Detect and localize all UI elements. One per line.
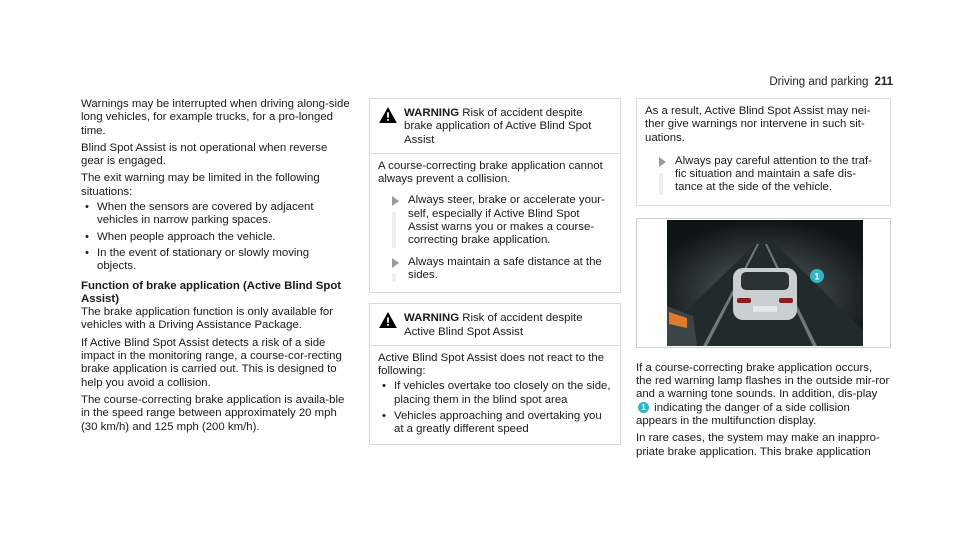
warning-triangle-icon (379, 312, 397, 328)
warning-box (369, 303, 621, 444)
instruction-step (378, 194, 612, 247)
warning-header (370, 304, 620, 346)
paragraph: A course-correcting brake application cannot always prevent a collision. (378, 159, 603, 186)
paragraph: Active Blind Spot Assist does not react to the following: (378, 351, 605, 378)
step-text: Always pay careful attention to the traf-fic situation and maintain a safe dis-tance at the side of the vehicle. (675, 154, 872, 194)
paragraph-text: If a course-correcting brake application occurs, the red warning lamp flashes in the outside mir-ror and a warning tone sounds. In addition, dis-play (636, 361, 890, 401)
column-left (81, 98, 351, 438)
warning-body (370, 346, 620, 444)
warning-label: WARNING (404, 107, 460, 119)
paragraph (636, 362, 891, 428)
display-marker-1: 1 (638, 402, 649, 413)
arrow-icon (392, 196, 399, 206)
list-item: • In the event of stationary or slowly moving objects. (81, 247, 351, 274)
warning-title: Risk of accident despite brake application of Active Blind Spot Assist (404, 107, 592, 146)
warning-body (370, 154, 620, 292)
info-box (636, 98, 891, 206)
list-item: • When the sensors are covered by adjacent vehicles in narrow parking spaces. (81, 201, 351, 228)
warning-label: WARNING (404, 312, 460, 325)
arrow-icon (392, 258, 399, 268)
list-item: • If vehicles overtake too closely on the side, placing them in the blind spot area (378, 380, 612, 407)
callout-marker-label: 1 (814, 271, 820, 282)
page-number: 211 (874, 76, 893, 88)
warning-header (370, 99, 620, 154)
paragraph: Warnings may be interrupted when driving along-side long vehicles, for example trucks, for a pro-longed time. (81, 98, 350, 137)
paragraph-text: indicating the danger of a side collision appears in the multifunction display. (636, 401, 850, 427)
blind-spot-illustration (667, 220, 863, 346)
paragraph: In rare cases, the system may make an inappro-priate brake application. This brake application (636, 432, 880, 458)
paragraph: If Active Blind Spot Assist detects a risk of a side impact in the monitoring range, a course-cor-recting brake application is carried out. This is designed to help you avoid a collision. (81, 336, 342, 389)
column-middle (369, 98, 621, 455)
figure-frame (636, 218, 891, 348)
car-icon (733, 268, 797, 320)
list-item: • When people approach the vehicle. (81, 231, 351, 244)
column-right (636, 98, 891, 463)
instruction-step (645, 155, 882, 195)
subheading: Function of brake application (Active Blind Spot Assist) (81, 279, 342, 305)
list-item: • Vehicles approaching and overtaking you at a greatly different speed (378, 410, 612, 437)
step-text: Always maintain a safe distance at the sides. (408, 255, 602, 281)
page-header (769, 76, 893, 88)
paragraph: Blind Spot Assist is not operational when reverse gear is engaged. (81, 141, 328, 168)
warning-triangle-icon (379, 107, 397, 123)
paragraph: The brake application function is only available for vehicles with a Driving Assistance Package. (81, 306, 334, 332)
instruction-step (378, 256, 612, 283)
arrow-icon (659, 157, 666, 167)
warning-title: Risk of accident despite Active Blind Spot Assist (404, 312, 583, 338)
paragraph: The course-correcting brake application is availa-ble in the speed range between approximately 20 mph (30 km/h) and 125 mph (200 km/h). (81, 393, 345, 433)
step-text: Always steer, brake or accelerate your-self, especially if Active Blind Spot Assist warns you or makes a course-correcting brake application. (408, 194, 605, 247)
warning-box (369, 98, 621, 293)
section-title: Driving and parking (769, 76, 869, 88)
paragraph: The exit warning may be limited in the following situations: (81, 172, 320, 198)
paragraph: As a result, Active Blind Spot Assist may nei-ther give warnings nor intervene in such sit-uations. (645, 105, 871, 144)
